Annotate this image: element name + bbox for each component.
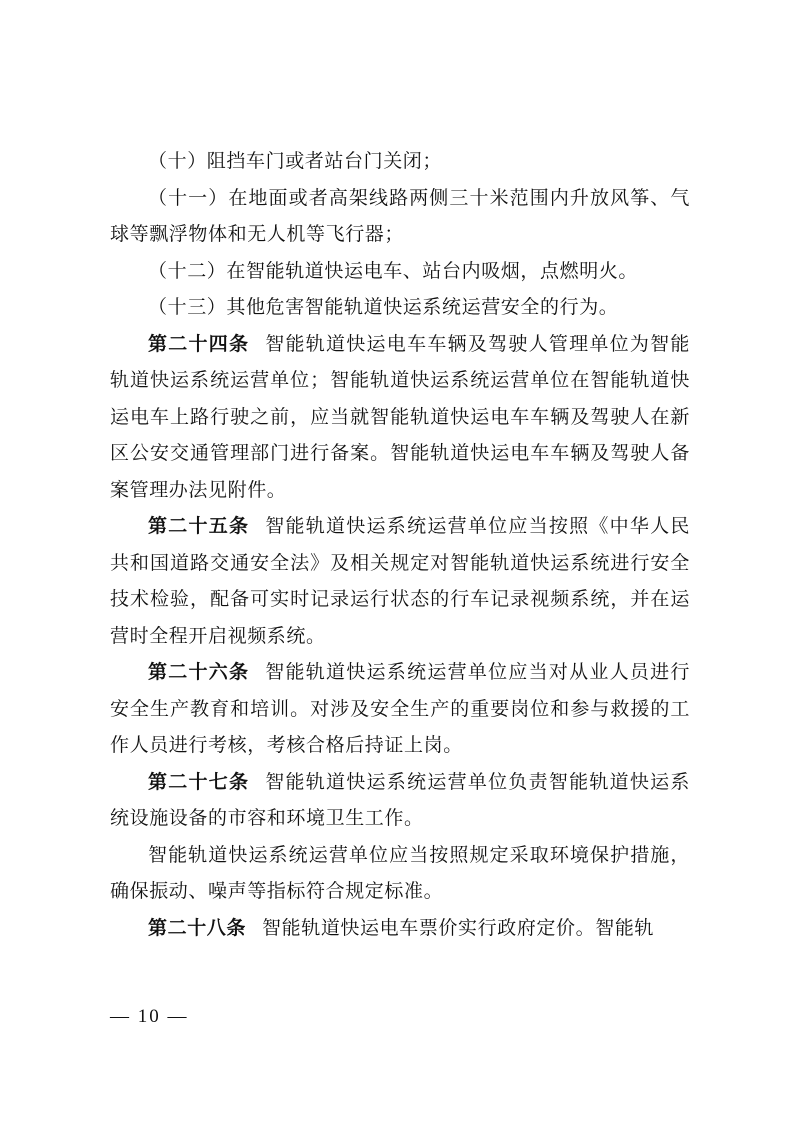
article-text: 智能轨道快运电车车辆及驾驶人管理单位为智能轨道快运系统运营单位；智能轨道快运系统运营单位在智能轨道快运电车上路行驶之前，应当就智能轨道快运电车车辆及驾驶人在新区公安交通管理部门进行备案。智能轨道快运电车车辆及驾驶人备案管理办法见附件。 bbox=[110, 332, 690, 501]
article-heading: 第二十八条 bbox=[148, 916, 247, 939]
article-text: 智能轨道快运系统运营单位负责智能轨道快运系统设施设备的市容和环境卫生工作。 bbox=[110, 770, 690, 829]
article-heading: 第二十四条 bbox=[148, 332, 250, 355]
paragraph-text: （十三）其他危害智能轨道快运系统运营安全的行为。 bbox=[148, 296, 619, 318]
article-heading: 第二十六条 bbox=[148, 661, 250, 683]
paragraph-item-10 bbox=[110, 143, 690, 180]
paragraph-item-12 bbox=[110, 253, 690, 290]
paragraph-text: （十一）在地面或者高架线路两侧三十米范围内升放风筝、气球等飘浮物体和无人机等飞行器； bbox=[110, 186, 690, 245]
document-body bbox=[110, 143, 690, 946]
article-text: 智能轨道快运电车票价实行政府定价。智能轨 bbox=[262, 916, 655, 939]
article-25 bbox=[110, 508, 690, 654]
article-heading: 第二十七条 bbox=[148, 770, 250, 793]
page-number: — 10 — bbox=[110, 1006, 189, 1027]
paragraph-text: （十二）在智能轨道快运电车、站台内吸烟，点燃明火。 bbox=[148, 259, 639, 282]
article-26 bbox=[110, 654, 690, 764]
article-28 bbox=[110, 910, 690, 947]
article-heading: 第二十五条 bbox=[148, 515, 250, 537]
paragraph-text: 智能轨道快运系统运营单位应当按照规定采取环境保护措施，确保振动、噪声等指标符合规定标准。 bbox=[110, 843, 690, 902]
paragraph-item-13 bbox=[110, 289, 690, 326]
article-text: 智能轨道快运系统运营单位应当对从业人员进行安全生产教育和培训。对涉及安全生产的重要岗位和参与救援的工作人员进行考核，考核合格后持证上岗。 bbox=[110, 661, 690, 756]
paragraph-text: （十）阻挡车门或者站台门关闭； bbox=[148, 150, 443, 172]
paragraph-item-11 bbox=[110, 180, 690, 253]
article-text: 智能轨道快运系统运营单位应当按照《中华人民共和国道路交通安全法》及相关规定对智能轨道快运系统进行安全技术检验，配备可实时记录运行状态的行车记录视频系统，并在运营时全程开启视频系统。 bbox=[110, 515, 690, 647]
article-24 bbox=[110, 326, 690, 509]
article-27-paragraph-2 bbox=[110, 837, 690, 910]
article-27 bbox=[110, 764, 690, 837]
